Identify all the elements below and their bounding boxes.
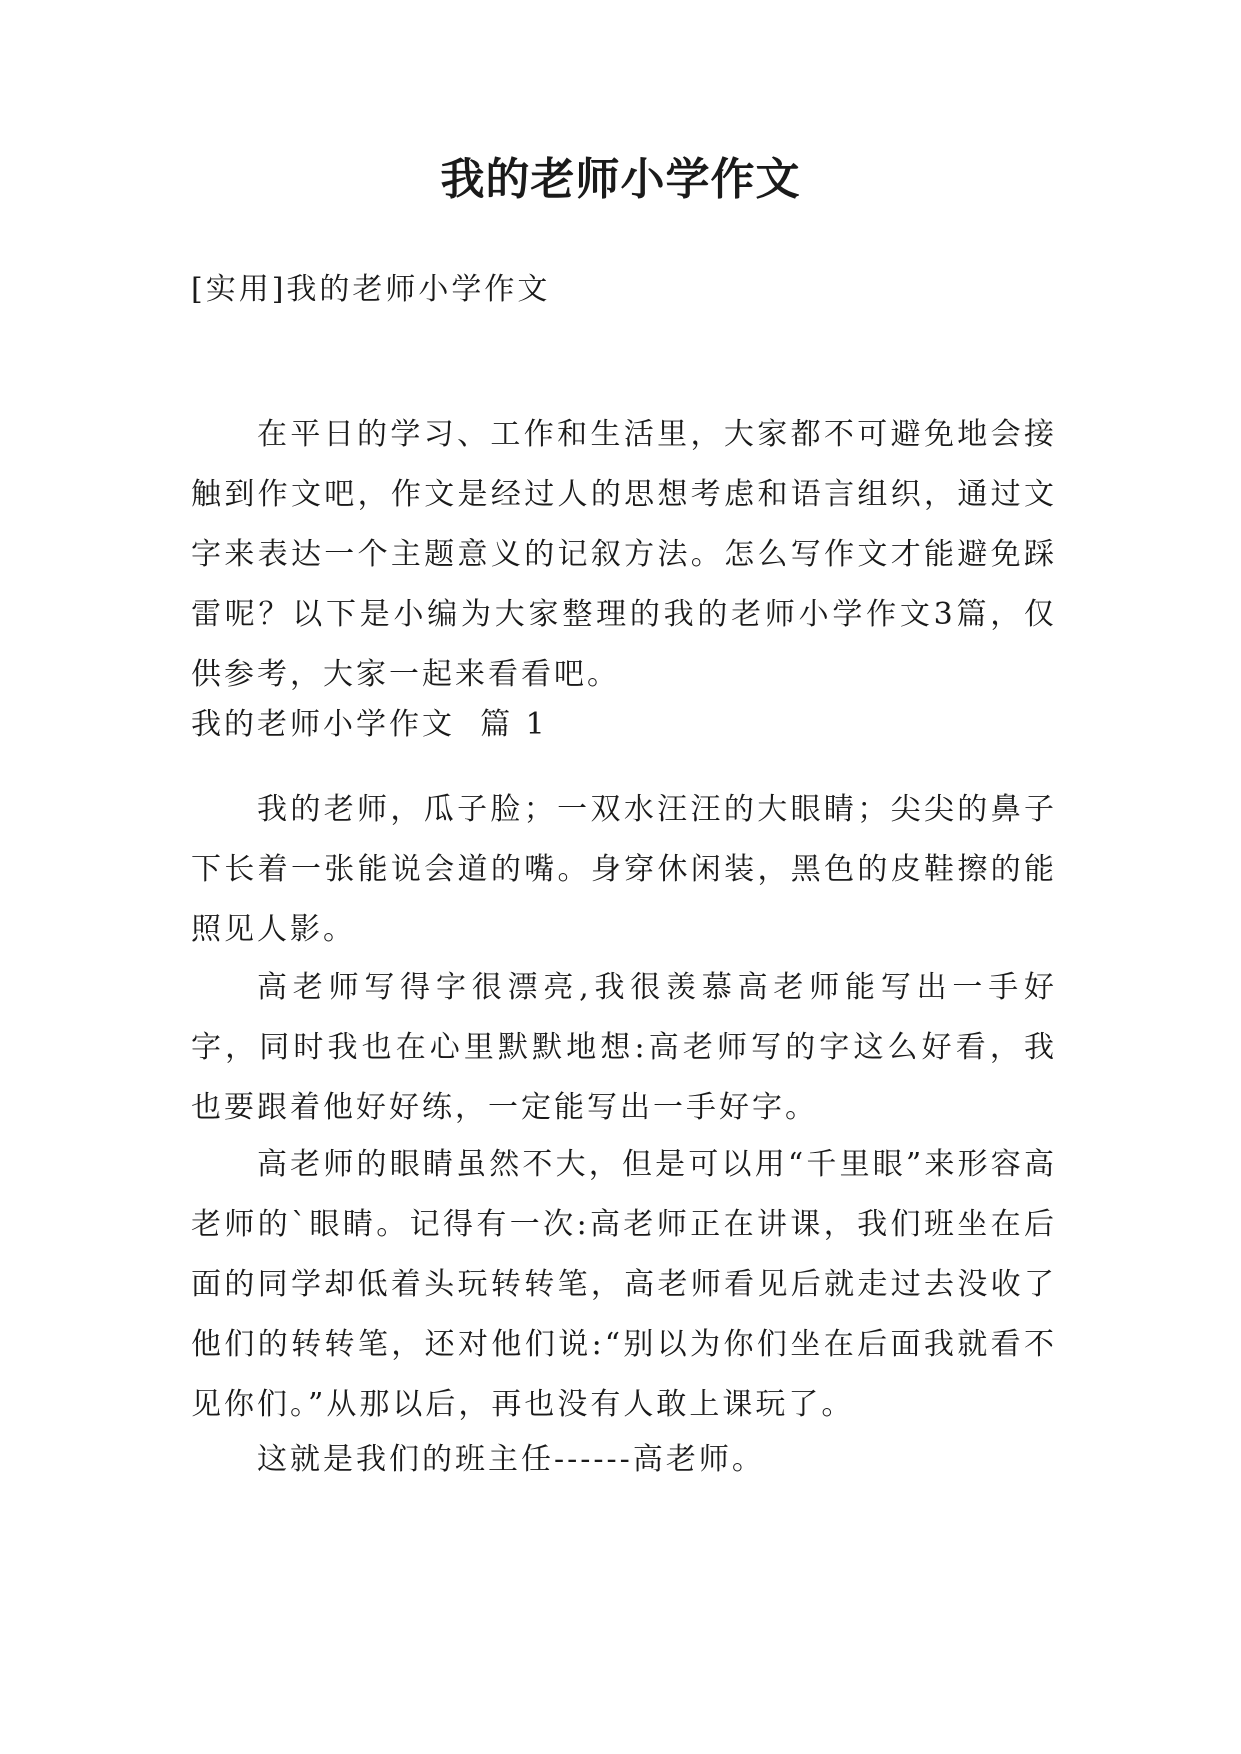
section-heading: 我的老师小学作文 篇 1 bbox=[191, 707, 548, 742]
intro-paragraph: 在平日的学习、工作和生活里，大家都不可避免地会接触到作文吧，作文是经过人的思想考虑和语言组织，通过文字来表达一个主题意义的记叙方法。怎么写作文才能避免踩雷呢？以下是小编为大家整理的我的老师小学作文3篇，仅供参考，大家一起来看看吧。 bbox=[191, 417, 1057, 692]
body-paragraph: 高老师的眼睛虽然不大，但是可以用“千里眼”来形容高老师的`眼睛。记得有一次:高老师正在讲课，我们班坐在后面的同学却低着头玩转转笔，高老师看见后就走过去没收了他们的转转笔，还对他们说:“别以为你们坐在后面我就看不见你们。”从那以后，再也没有人敢上课玩了。 bbox=[191, 1147, 1057, 1422]
body-paragraph: 我的老师，瓜子脸；一双水汪汪的大眼睛；尖尖的鼻子下长着一张能说会道的嘴。身穿休闲装，黑色的皮鞋擦的能照见人影。 bbox=[191, 792, 1057, 947]
document-subtitle: [实用]我的老师小学作文 bbox=[191, 272, 551, 307]
body-paragraph: 高老师写得字很漂亮,我很羡慕高老师能写出一手好字，同时我也在心里默默地想:高老师写的字这么好看，我也要跟着他好好练，一定能写出一手好字。 bbox=[191, 970, 1057, 1125]
body-paragraph: 这就是我们的班主任------高老师。 bbox=[257, 1442, 765, 1477]
document-title: 我的老师小学作文 bbox=[440, 154, 801, 205]
